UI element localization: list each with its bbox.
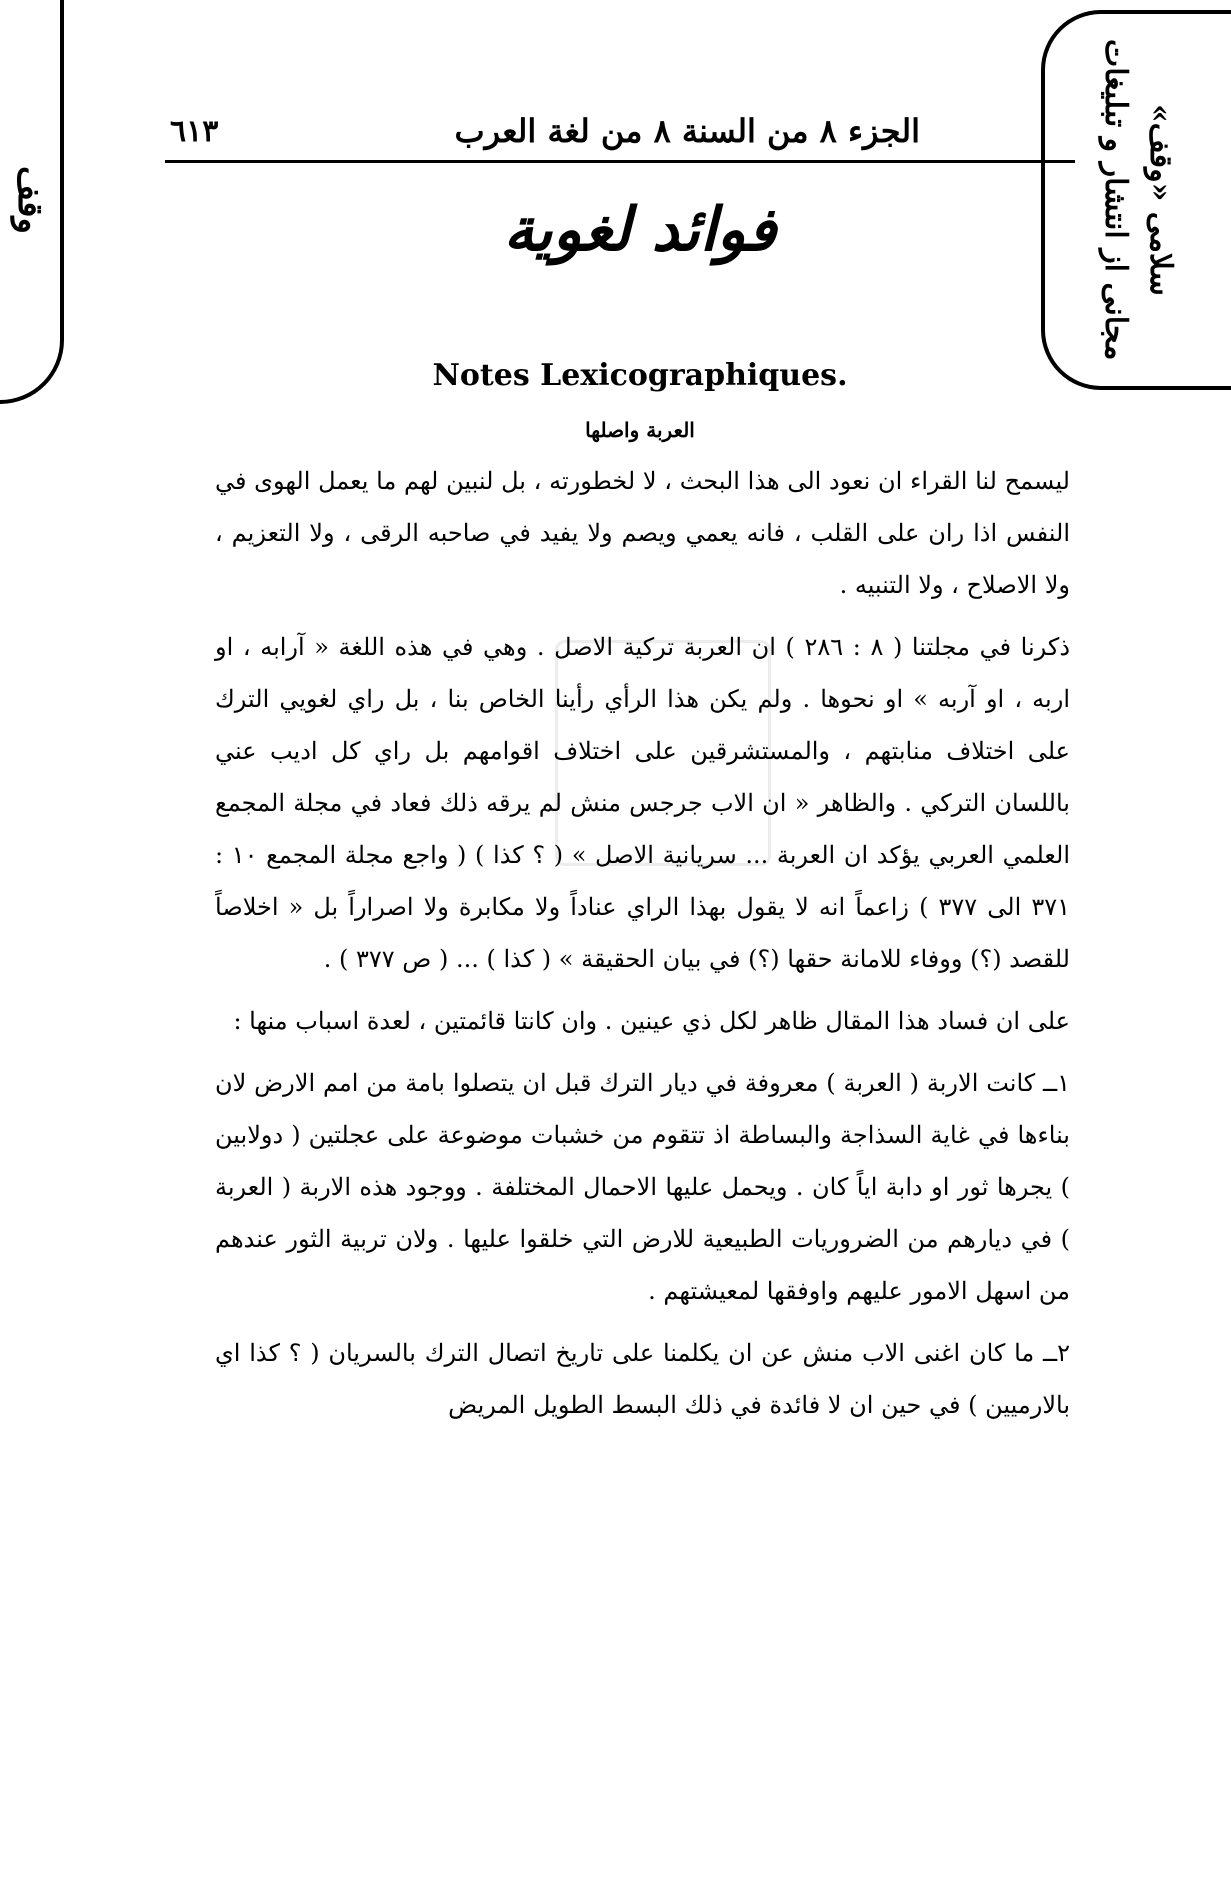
library-stamp-right [1041, 10, 1231, 390]
paragraph: ذكرنا في مجلتنا ( ٨ : ٢٨٦ ) ان العربة تركية الاصل . وهي في هذه اللغة « آرابه ، او اربه ، او آربه » او نحوها . ولم يكن هذا الرأي رأينا الخاص بنا ، بل راي لغويي الترك على اختلاف منابتهم ، والمستشرقين على اختلاف اقوامهم بل راي كل اديب عني باللسان التركي . والظاهر « ان الاب جرجس منش لم يرقه ذلك فعاد في مجلة المجمع العلمي العربي يؤكد ان العربة ... سريانية الاصل » ( ؟ كذا ) ( واجع مجلة المجمع ١٠ : ٣٧١ الى ٣٧٧ ) زاعماً انه لا يقول بهذا الراي عناداً ولا مكابرة ولا اصراراً بل « اخلاصاً للقصد (؟) ووفاء للامانة حقها (؟) في بيان الحقيقة » ( كذا ) ... ( ص ٣٧٧ ) . [215, 633, 1071, 973]
french-subtitle: Notes Lexicographiques. [432, 358, 848, 393]
running-title: الجزء ٨ من السنة ٨ من لغة العرب [454, 112, 920, 150]
article-subheading: العربة واصلها [585, 418, 695, 442]
library-stamp-left [0, 0, 64, 404]
paragraph: ١ــ كانت الاربة ( العربة ) معروفة في ديار الترك قبل ان يتصلوا بامة من امم الارض لان بناءها في غاية السذاجة والبساطة اذ تتقوم من خشبات موضوعة على عجلتين ( دولابين ) يجرها ثور او دابة اياً كان . ويحمل عليها الاحمال المختلفة . ووجود هذه الاربة ( العربة ) في ديارهم من الضروريات الطبيعية للارض التي خلقوا عليها . ولان تربية الثور عندهم من اسهل الامور عليهم واوفقها لمعيشتهم . [215, 1069, 1071, 1305]
header-rule [165, 160, 1075, 163]
paragraph: ليسمح لنا القراء ان نعود الى هذا البحث ، لا لخطورته ، بل لنبين لهم ما يعمل الهوى في النفس اذا ران على القلب ، فانه يعمي ويصم ولا يفيد في صاحبه الرقى ، ولا التعزيم ، ولا الاصلاح ، ولا التنبيه . [215, 467, 1070, 599]
page-header [170, 106, 920, 156]
stamp-line-1: مجانی از انتشار و تبلیغات [1098, 39, 1133, 361]
article-body [215, 455, 1070, 1441]
paragraph: ٢ــ ما كان اغنى الاب منش عن ان يكلمنا على تاريخ اتصال الترك بالسريان ( ؟ كذا اي بالارميين ) في حين ان لا فائدة في ذلك البسط الطويل المريض [215, 1339, 1070, 1419]
section-title: فوائد لغوية [503, 195, 777, 265]
stamp-line-2: سلامی «وقف» [1143, 104, 1178, 296]
paragraph: على ان فساد هذا المقال ظاهر لكل ذي عينين . وان كانتا قائمتين ، لعدة اسباب منها : [233, 1007, 1070, 1035]
page-number: ٦١٣ [170, 113, 219, 149]
stamp-text: وقف [10, 166, 50, 234]
